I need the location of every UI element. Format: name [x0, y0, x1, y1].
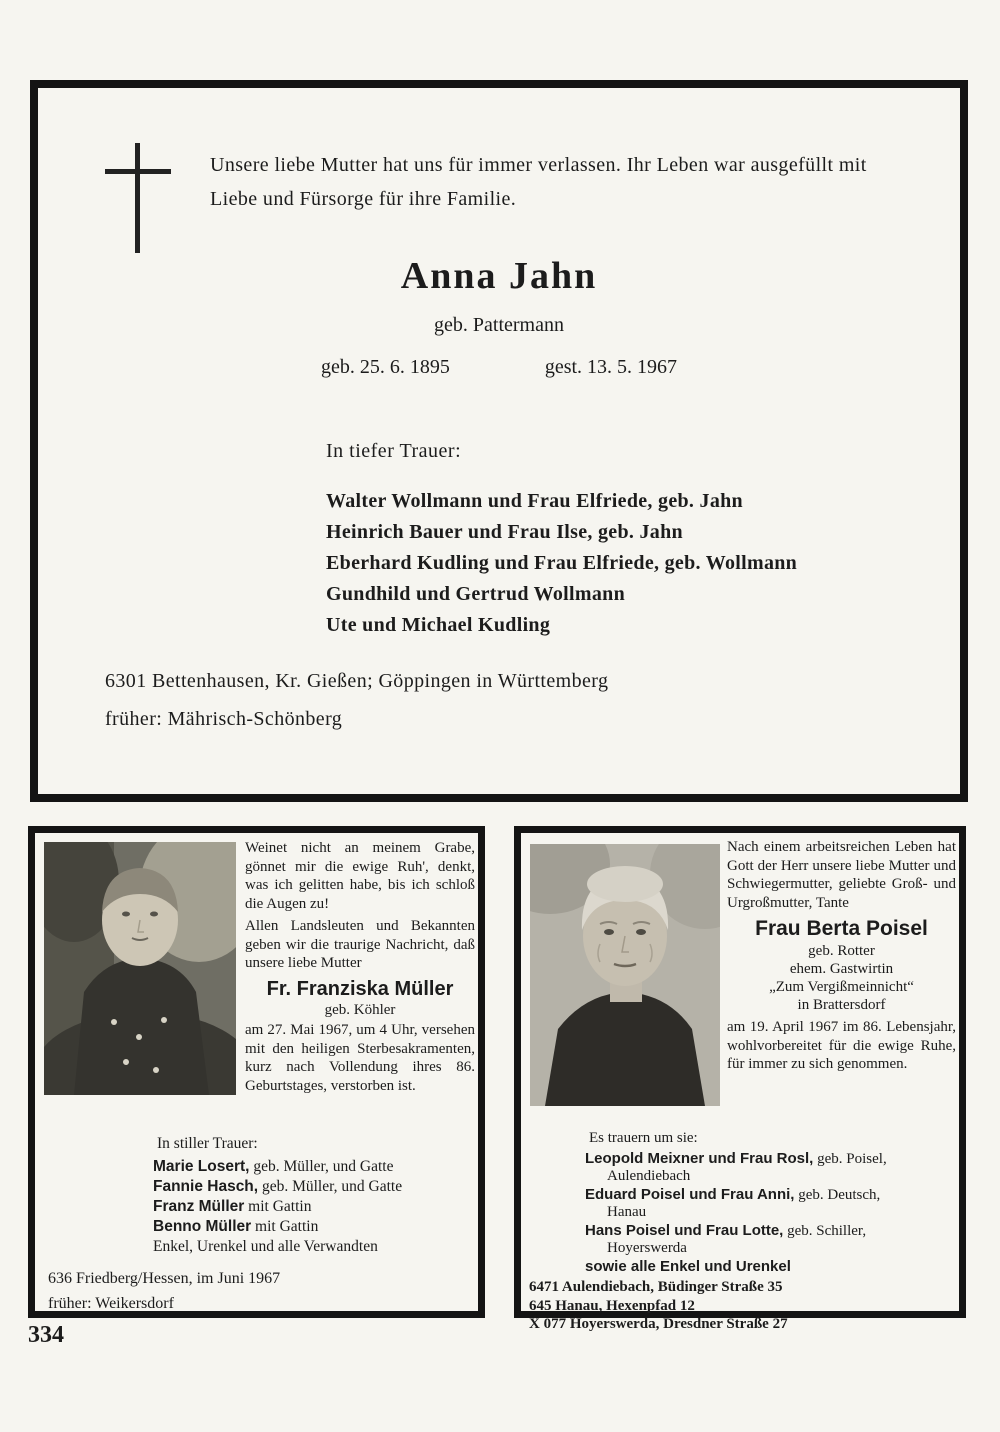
mueller-mourning-section: [35, 1135, 478, 1316]
mueller-text-column: [245, 839, 475, 1099]
address-block: [48, 1266, 478, 1316]
memorial-verse: Weinet nicht an meinem Grabe, gönnet mir die ewige Ruh', denkt, was ich gelitten habe, bis ich schloß die Augen zu!: [245, 840, 475, 912]
mourner-rest: mit Gattin: [244, 1198, 312, 1215]
mourner-place: Hoyerswerda: [607, 1240, 687, 1256]
mourner-line: [585, 1150, 959, 1169]
mourner-rest: Enkel, Urenkel und alle Verwandten: [153, 1238, 378, 1255]
mourner-name: Benno Müller: [153, 1218, 252, 1235]
mourner-line: [153, 1217, 478, 1237]
mourner-line: [153, 1177, 478, 1197]
notice-berta-poisel: [514, 826, 966, 1332]
inn-name: „Zum Vergißmeinnicht“: [769, 979, 914, 995]
mourner-line: [153, 1237, 478, 1257]
maiden-name: geb. Pattermann: [434, 314, 564, 336]
mourners-list: [521, 1150, 959, 1276]
portrait-photo-mueller: [44, 842, 236, 1095]
mourner-line: [153, 1197, 478, 1217]
mourner-line: Heinrich Bauer und Frau Ilse, geb. Jahn: [326, 521, 683, 543]
mourner-name: Hans Poisel und Frau Lotte,: [585, 1221, 784, 1239]
maiden-name: geb. Köhler: [324, 1001, 396, 1018]
notice-franziska-mueller: [28, 826, 485, 1318]
mourner-line: [585, 1222, 959, 1241]
inn-location: in Brattersdorf: [797, 997, 886, 1013]
mourner-name: Fannie Hasch,: [153, 1178, 259, 1195]
mourner-line: Ute und Michael Kudling: [326, 614, 551, 636]
address-line: 636 Friedberg/Hessen, im Juni 1967: [48, 1270, 281, 1287]
mourner-rest: mit Gattin: [251, 1218, 319, 1235]
mourner-rest: geb. Müller, und Gatte: [249, 1158, 394, 1175]
mourner-line: Eberhard Kudling und Frau Elfriede, geb. Wollmann: [326, 552, 798, 574]
mourning-header: Es trauern um sie:: [589, 1130, 698, 1146]
cross-icon: [105, 143, 171, 253]
cross-horizontal-bar: [105, 169, 171, 174]
birth-date: geb. 25. 6. 1895: [320, 356, 450, 378]
mourning-header: In tiefer Trauer:: [326, 440, 462, 462]
former-residence: früher: Mährisch-Schönberg: [105, 708, 343, 730]
notice-anna-jahn: [30, 80, 968, 802]
deceased-name: Frau Berta Poisel: [755, 917, 928, 940]
address-line: 645 Hanau, Hexenpfad 12: [529, 1297, 695, 1314]
mourners-tail: sowie alle Enkel und Urenkel: [585, 1257, 791, 1275]
mourner-place: Hanau: [607, 1204, 647, 1220]
mourner-name: Marie Losert,: [153, 1158, 250, 1175]
address-line: 6471 Aulendiebach, Büdinger Straße 35: [529, 1279, 783, 1295]
mourner-line: [585, 1186, 959, 1205]
mourner-rest: geb. Poisel,: [813, 1150, 887, 1167]
death-details: am 27. Mai 1967, um 4 Uhr, versehen mit den heiligen Sterbesakramenten, kurz nach Vollendung ihres 86. Geburtstages, verstorben ist.: [245, 1022, 475, 1094]
poisel-text-column: [727, 838, 956, 1078]
deceased-name: Fr. Franziska Müller: [266, 977, 454, 1000]
mourner-line: Walter Wollmann und Frau Elfriede, geb. Jahn: [326, 490, 743, 512]
mourners-list: [326, 486, 797, 641]
mourners-list: [153, 1157, 478, 1257]
address-line: 6301 Bettenhausen, Kr. Gießen; Göppingen in Württemberg: [105, 670, 609, 692]
page-number: 334: [28, 1322, 64, 1348]
death-details: am 19. April 1967 im 86. Lebensjahr, wohlvorbereitet für die ewige Ruhe, für immer zu sich genommen.: [727, 1019, 956, 1072]
obituary-intro-text: Unsere liebe Mutter hat uns für immer verlassen. Ihr Leben war ausgefüllt mit Liebe und Fürsorge für ihre Familie.: [210, 154, 867, 210]
mourner-name: Eduard Poisel und Frau Anni,: [585, 1185, 795, 1203]
life-dates: [38, 356, 960, 379]
poisel-mourning-section: [521, 1130, 959, 1334]
mourner-name: Franz Müller: [153, 1198, 245, 1215]
mourner-rest: geb. Schiller,: [783, 1222, 867, 1239]
portrait-photo-poisel: [530, 844, 720, 1106]
mourner-line: [153, 1157, 478, 1177]
mourner-rest: geb. Müller, und Gatte: [258, 1178, 403, 1195]
mourner-name: Leopold Meixner und Frau Rosl,: [585, 1149, 814, 1167]
mourning-header: In stiller Trauer:: [157, 1135, 258, 1152]
address-line: X 077 Hoyerswerda, Dresdner Straße 27: [529, 1316, 788, 1332]
death-date: gest. 13. 5. 1967: [544, 356, 678, 378]
former-occupation: ehem. Gastwirtin: [789, 961, 894, 977]
cross-vertical-bar: [135, 143, 140, 253]
former-residence: früher: Weikersdorf: [48, 1295, 174, 1312]
maiden-name: geb. Rotter: [808, 943, 875, 959]
deceased-name: Anna Jahn: [400, 255, 598, 297]
death-announcement: Allen Landsleuten und Bekannten geben wir die traurige Nachricht, daß unsere liebe Mutter: [245, 918, 475, 971]
mourner-rest: geb. Deutsch,: [794, 1186, 881, 1203]
mourner-place: Aulendiebach: [607, 1168, 691, 1184]
death-announcement: Nach einem arbeitsreichen Leben hat Gott der Herr unsere liebe Mutter und Schwiegermutter, geliebte Groß- und Urgroßmutter, Tante: [727, 839, 956, 911]
address-block: [529, 1278, 959, 1334]
mourner-line: Gundhild und Gertrud Wollmann: [326, 583, 626, 605]
